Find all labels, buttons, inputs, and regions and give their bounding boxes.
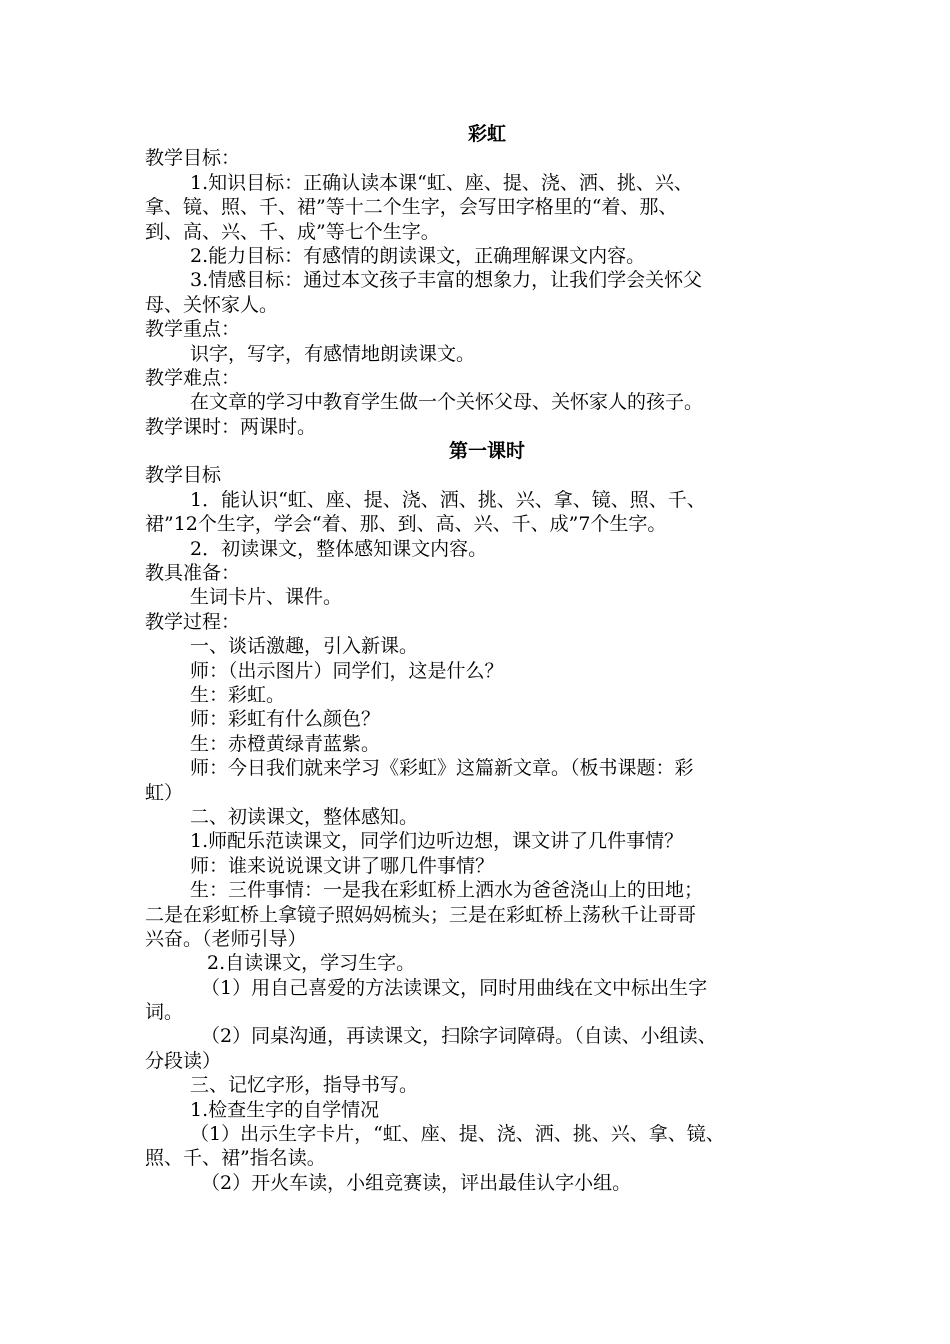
paragraph-line: （1）用自己喜爱的方法读课文，同时用曲线在文中标出生字 — [201, 976, 708, 999]
paragraph-line: 生词卡片、课件。 — [190, 586, 343, 609]
paragraph-line: 师：（出示图片）同学们，这是什么？ — [190, 659, 504, 682]
section-heading: 教具准备： — [145, 562, 241, 585]
document-body — [145, 122, 825, 1195]
paragraph-line: 分段读） — [145, 1049, 222, 1072]
section-heading: 教学重点： — [145, 318, 241, 341]
lesson-heading: 第一课时 — [448, 440, 525, 463]
section-heading: 教学过程： — [145, 610, 241, 633]
paragraph-line: （1）出示生字卡片，“虹、座、提、浇、洒、挑、兴、拿、镜、 — [190, 1123, 725, 1146]
paragraph-line: 生：三件事情：一是我在彩虹桥上洒水为爸爸浇山上的田地； — [190, 879, 704, 902]
paragraph-line: 生：赤橙黄绿青蓝紫。 — [190, 732, 381, 755]
section-heading: 教学目标 — [145, 464, 222, 487]
paragraph-line: 师：今日我们就来学习《彩虹》这篇新文章。（板书课题：彩 — [190, 757, 694, 780]
paragraph-line: 一、谈话激趣，引入新课。 — [190, 635, 419, 658]
paragraph-line: 1．能认识“虹、座、提、浇、洒、挑、兴、拿、镜、照、千、 — [190, 488, 706, 511]
paragraph-line: 三、记忆字形，指导书写。 — [190, 1074, 419, 1097]
paragraph-line: 师：谁来说说课文讲了哪几件事情？ — [190, 854, 495, 877]
paragraph-line: 拿、镜、照、千、裙”等十二个生字，会写田字格里的“着、那、 — [145, 196, 678, 219]
document-title: 彩虹 — [467, 123, 506, 145]
paragraph-line: 师：彩虹有什么颜色？ — [190, 708, 381, 731]
paragraph-line: （2）开火车读，小组竞赛读，评出最佳认字小组。 — [201, 1171, 632, 1194]
section-heading: 教学目标： — [145, 147, 241, 170]
paragraph-line: 虹） — [145, 781, 184, 804]
paragraph-line: 照、千、裙”指名读。 — [145, 1147, 326, 1170]
paragraph-line: 1.师配乐范读课文，同学们边听边想，课文讲了几件事情？ — [190, 830, 684, 853]
section-heading: 教学难点： — [145, 366, 241, 389]
paragraph-line: 2.能力目标：有感情的朗读课文，正确理解课文内容。 — [190, 244, 646, 267]
paragraph-line: 兴奋。（老师引导） — [145, 927, 307, 950]
paragraph-line: 在文章的学习中教育学生做一个关怀父母、关怀家人的孩子。 — [190, 391, 704, 414]
paragraph-line: 生：彩虹。 — [190, 683, 286, 706]
paragraph-line: 母、关怀家人。 — [145, 293, 279, 316]
paragraph-line: 识字，写字，有感情地朗读课文。 — [190, 342, 476, 365]
paragraph-line: 2．初读课文，整体感知课文内容。 — [190, 537, 488, 560]
paragraph-line: 二是在彩虹桥上拿镜子照妈妈梳头；三是在彩虹桥上荡秋千让哥哥 — [145, 903, 697, 926]
paragraph-line: 二、初读课文，整体感知。 — [190, 805, 419, 828]
paragraph-line: 2.自读课文，学习生字。 — [207, 952, 416, 975]
paragraph-line: 到、高、兴、千、成”等七个生字。 — [145, 220, 440, 243]
paragraph-line: 裙”12个生字，学会“着、那、到、高、兴、千、成”7个生字。 — [145, 513, 667, 536]
paragraph-line: 1.检查生字的自学情况 — [190, 1098, 380, 1121]
paragraph-line: 1.知识目标：正确认读本课“虹、座、提、浇、洒、挑、兴、 — [190, 171, 693, 194]
paragraph-line: 教学课时：两课时。 — [145, 415, 317, 438]
paragraph-line: （2）同桌沟通，再读课文，扫除字词障碍。（自读、小组读、 — [201, 1025, 717, 1048]
paragraph-line: 3.情感目标：通过本文孩子丰富的想象力，让我们学会关怀父 — [190, 269, 703, 292]
paragraph-line: 词。 — [145, 1001, 184, 1024]
